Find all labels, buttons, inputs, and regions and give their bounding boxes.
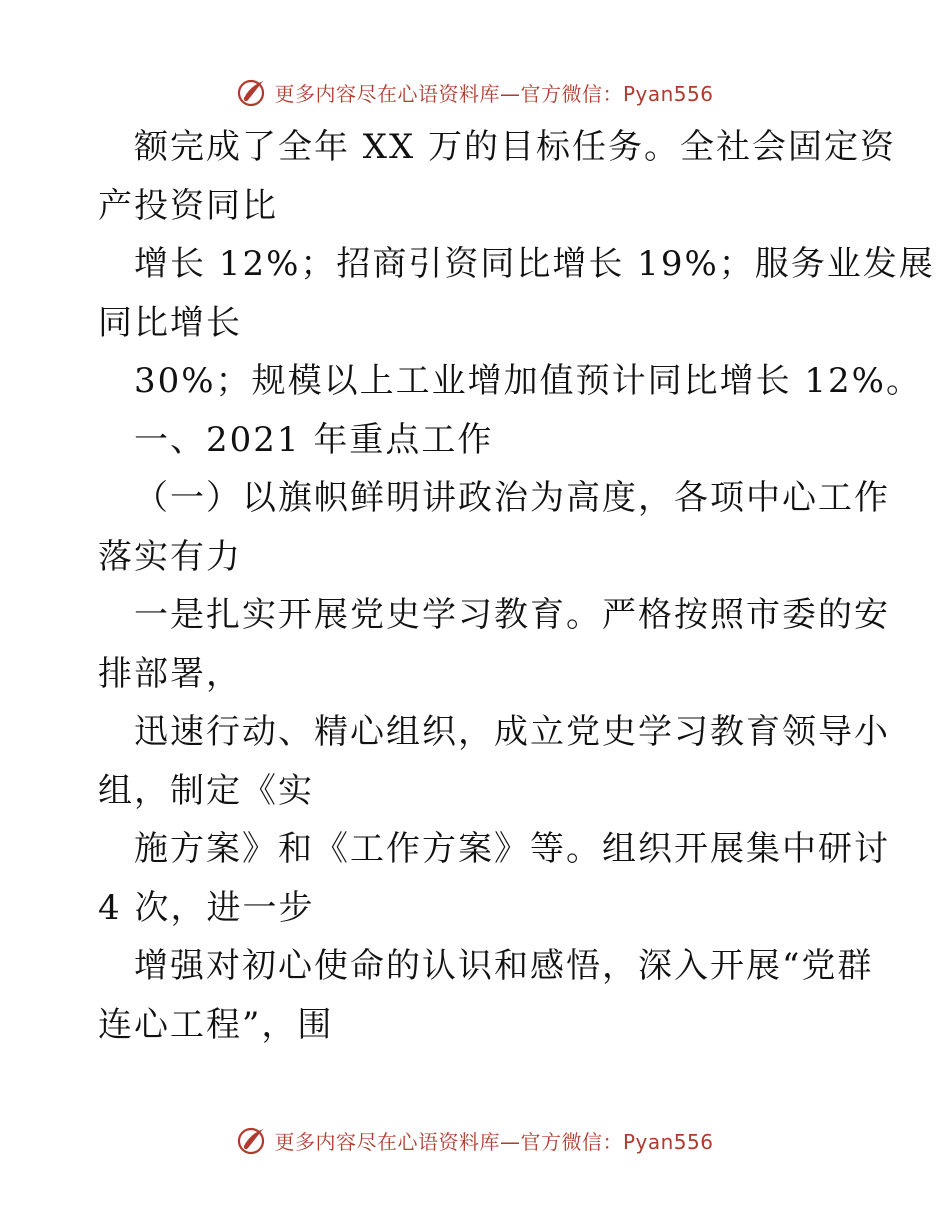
page-footer-watermark (0, 1118, 950, 1162)
body-text-line: 产投资同比 (98, 185, 278, 226)
body-text-line: （一）以旗帜鲜明讲政治为高度，各项中心工作 (134, 478, 890, 518)
body-text-line: 排部署， (98, 653, 242, 694)
body-text-line: 迅速行动、精心组织，成立党史学习教育领导小 (134, 712, 890, 752)
body-text-line: 30%；规模以上工业增加值预计同比增长 12%。 (134, 361, 922, 401)
body-text-line: 额完成了全年 XX 万的目标任务。全社会固定资 (134, 127, 897, 167)
body-text-line: 4 次，进一步 (98, 887, 315, 928)
body-text-line: 组，制定《实 (98, 770, 314, 811)
document-body (98, 118, 935, 1054)
watermark-text: 更多内容尽在心语资料库—官方微信：Pyan556 (274, 81, 714, 106)
brush-logo-icon (236, 76, 268, 108)
body-text-line: 增长 12%；招商引资同比增长 19%；服务业发展 (134, 244, 935, 284)
body-text-line: 一是扎实开展党史学习教育。严格按照市委的安 (134, 595, 890, 635)
body-text-line: 一、2021 年重点工作 (134, 419, 494, 460)
body-text-line: 连心工程”，围 (98, 1004, 334, 1045)
body-text-line: 施方案》和《工作方案》等。组织开展集中研讨 (134, 829, 890, 869)
watermark-text: 更多内容尽在心语资料库—官方微信：Pyan556 (274, 1129, 714, 1154)
brush-logo-icon (236, 1124, 268, 1156)
body-text-line: 落实有力 (98, 536, 242, 577)
page-header-watermark (0, 70, 950, 114)
body-text-line: 同比增长 (98, 302, 242, 343)
body-text-line: 增强对初心使命的认识和感悟，深入开展“党群 (134, 946, 874, 986)
